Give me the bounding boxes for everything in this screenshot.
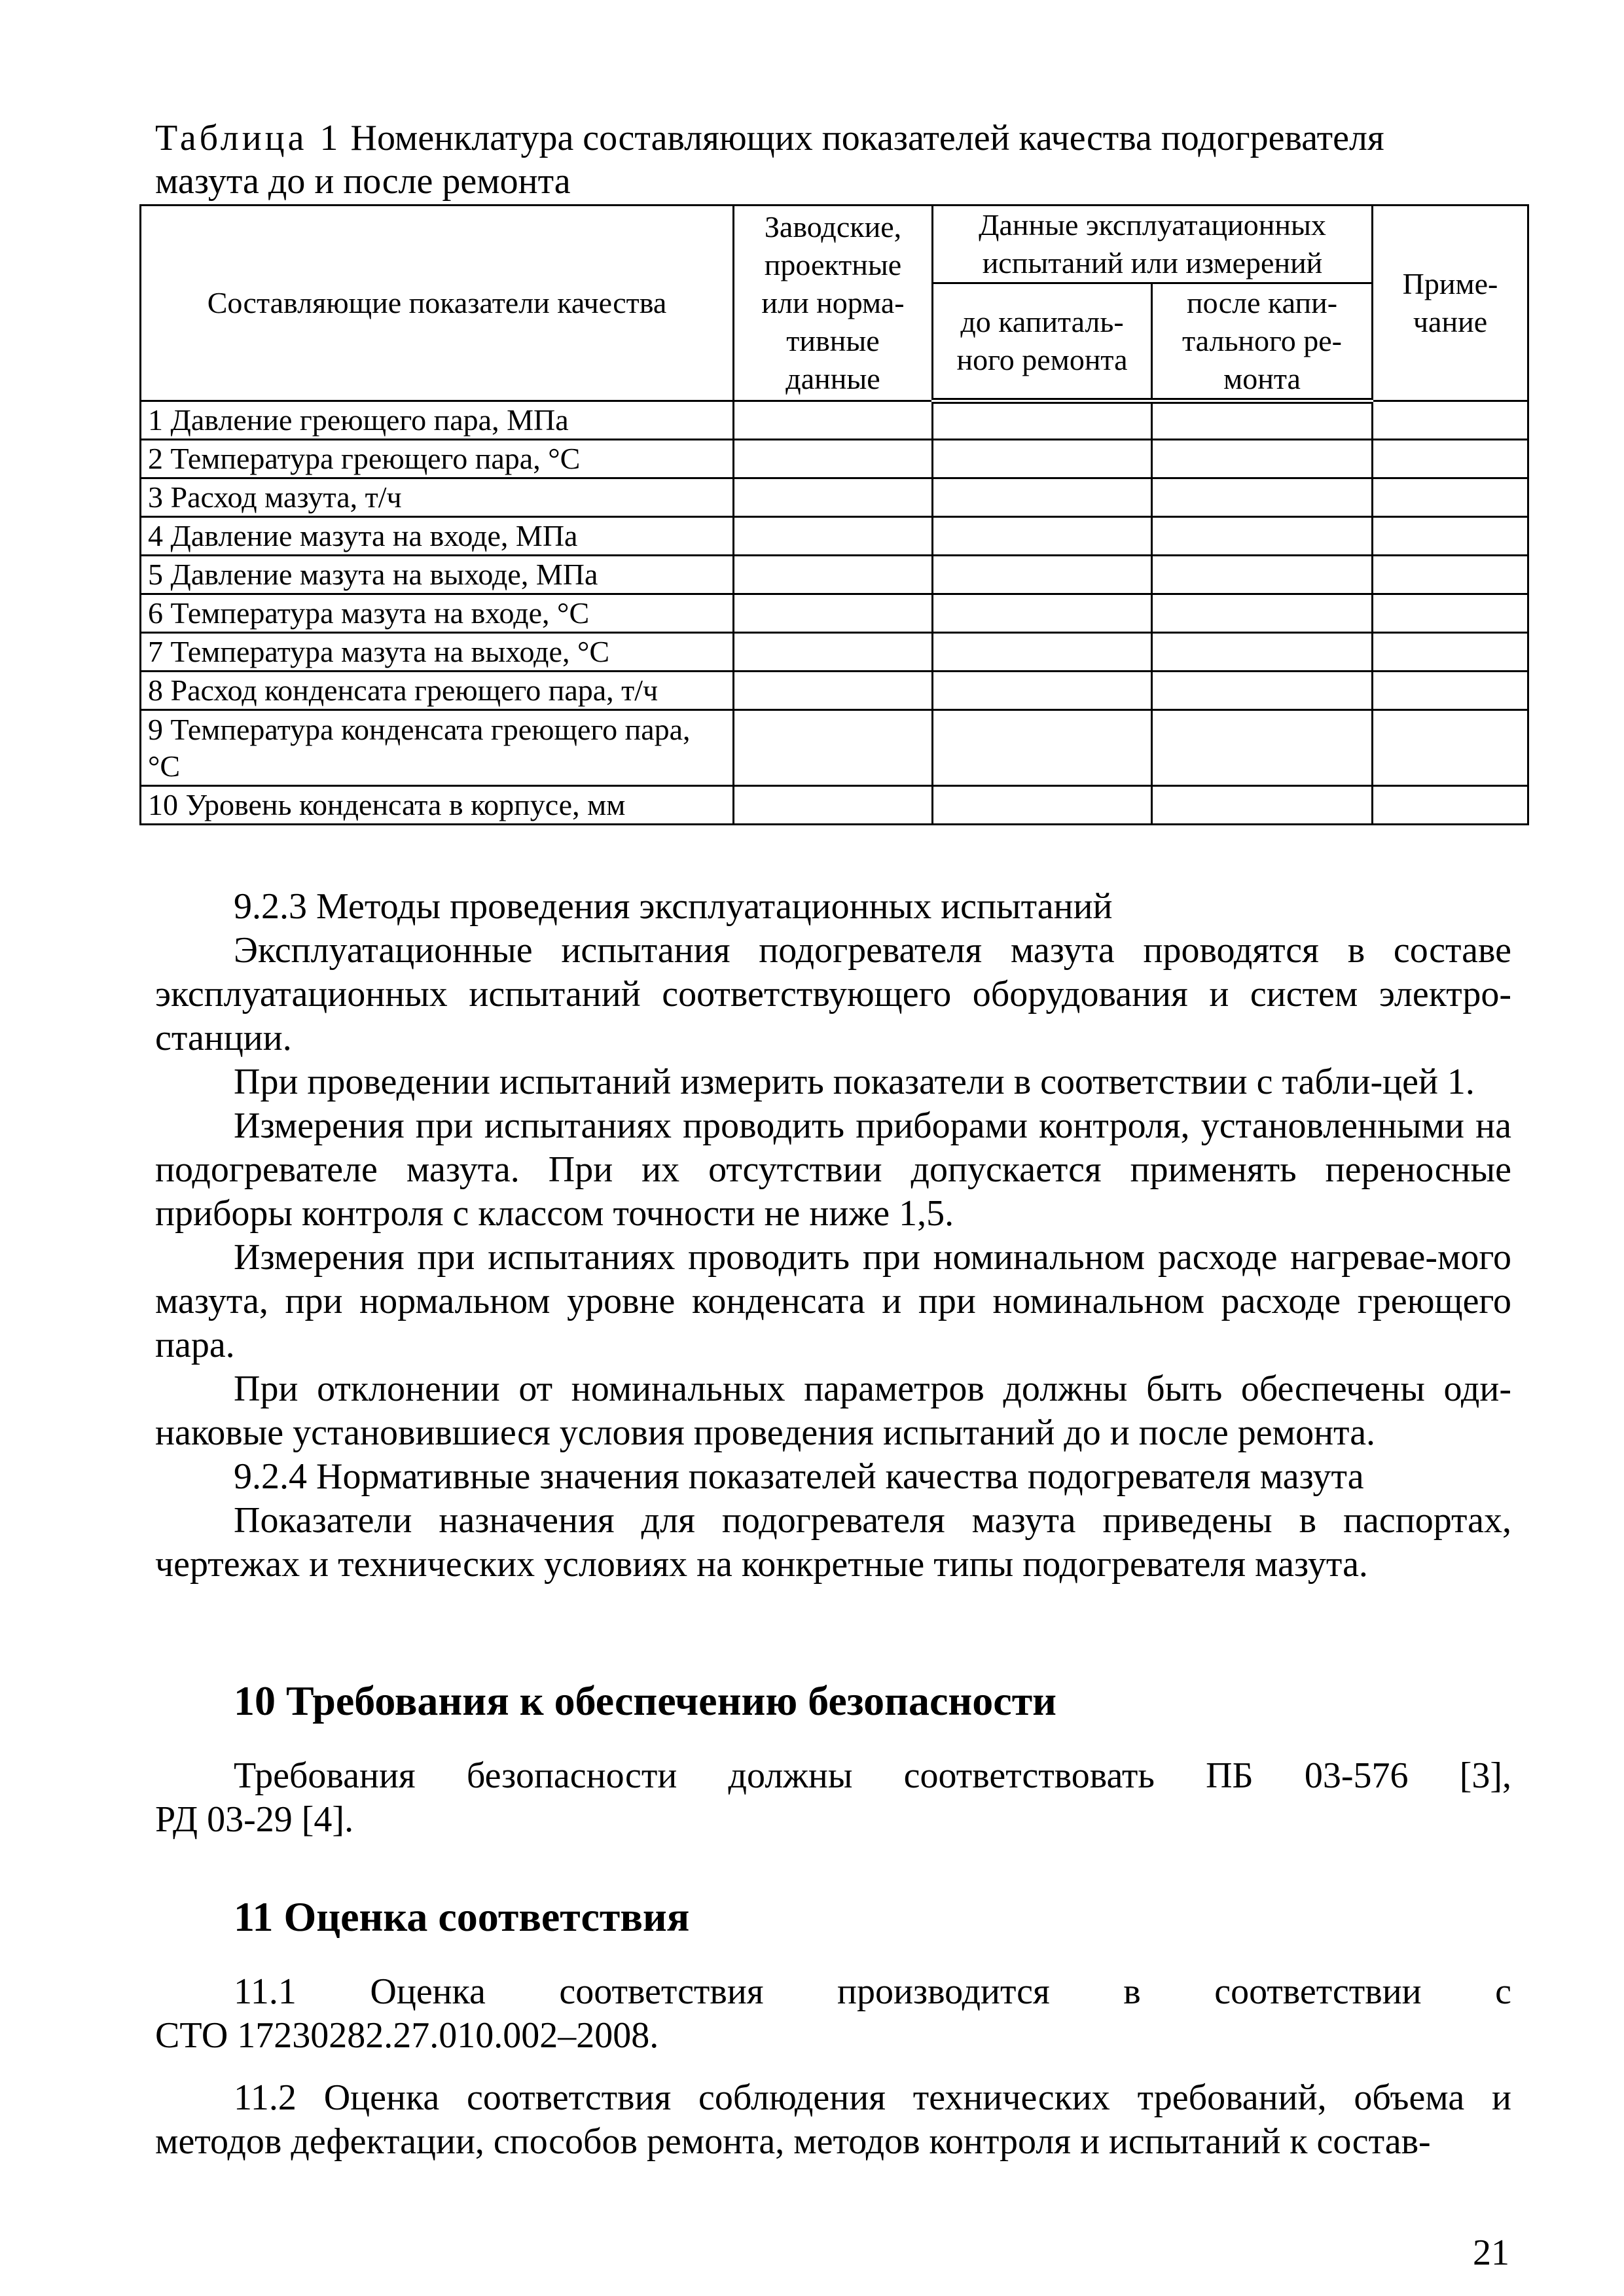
row-param: 5 Давление мазута на выходе, МПа bbox=[141, 556, 734, 594]
quality-table bbox=[139, 204, 1529, 825]
table-row bbox=[141, 440, 1528, 478]
section-heading: 9.2.3 Методы проведения эксплуатационных испытаний bbox=[234, 886, 1113, 927]
row-param: 2 Температура греющего пара, °С bbox=[141, 440, 734, 478]
paragraph: СТО 17230282.27.010.002–2008. bbox=[155, 2015, 659, 2056]
header-factory-data: Заводские, проектные или норма-тивные данные bbox=[734, 206, 933, 401]
table-row bbox=[141, 517, 1528, 556]
section-11-body bbox=[155, 1970, 1511, 2164]
section-9-2-3 bbox=[155, 885, 1511, 1587]
paragraph: 11.1 Оценка соответствия производится в соответствии с bbox=[234, 1971, 1511, 2012]
row-param: 1 Давление греющего пара, МПа bbox=[141, 401, 734, 440]
caption-text: Номенклатура составляющих показателей качества подогревателя bbox=[350, 118, 1384, 158]
table-caption bbox=[155, 117, 1530, 203]
table-row bbox=[141, 672, 1528, 710]
row-param: 10 Уровень конденсата в корпусе, мм bbox=[141, 786, 734, 825]
table-row bbox=[141, 478, 1528, 517]
row-param: 3 Расход мазута, т/ч bbox=[141, 478, 734, 517]
row-param: 6 Температура мазута на входе, °С bbox=[141, 594, 734, 633]
paragraph: При отклонении от номинальных параметров должны быть обеспечены оди-наковые установившиеся условия проведения испытаний до и после ремонта. bbox=[155, 1369, 1511, 1453]
header-note: Приме-чание bbox=[1373, 206, 1528, 401]
paragraph: 11.2 Оценка соответствия соблюдения технических требований, объема и методов дефектации, способов ремонта, методов контроля и испытаний к состав- bbox=[155, 2077, 1511, 2162]
paragraph: Требования безопасности должны соответствовать ПБ 03-576 [3], bbox=[234, 1755, 1511, 1796]
table-row bbox=[141, 556, 1528, 594]
header-before-repair: до капиталь-ного ремонта bbox=[933, 283, 1152, 401]
table-row bbox=[141, 594, 1528, 633]
section-heading: 9.2.4 Нормативные значения показателей качества подогревателя мазута bbox=[234, 1456, 1364, 1497]
section-10-body bbox=[155, 1754, 1511, 1842]
row-param: 4 Давление мазута на входе, МПа bbox=[141, 517, 734, 556]
page-number: 21 bbox=[1473, 2233, 1509, 2273]
paragraph: РД 03-29 [4]. bbox=[155, 1799, 354, 1840]
header-indicators: Составляющие показатели качества bbox=[141, 206, 734, 401]
paragraph: Показатели назначения для подогревателя мазута приведены в паспортах, чертежах и технических условиях на конкретные типы подогревателя мазута. bbox=[155, 1500, 1511, 1585]
table-row bbox=[141, 401, 1528, 440]
table-row bbox=[141, 710, 1528, 786]
section-11-heading: 11 Оценка соответствия bbox=[234, 1893, 690, 1940]
row-param: 8 Расход конденсата греющего пара, т/ч bbox=[141, 672, 734, 710]
caption-text-2: мазута до и после ремонта bbox=[155, 161, 571, 202]
paragraph: Измерения при испытаниях проводить приборами контроля, установленными на подогревателе мазута. При их отсутствии допускается применять переносные приборы контроля с классом точности не ниже 1,5. bbox=[155, 1105, 1511, 1234]
table-row bbox=[141, 633, 1528, 672]
header-after-repair: после капи-тального ре-монта bbox=[1152, 283, 1373, 401]
table-row bbox=[141, 786, 1528, 825]
paragraph: При проведении испытаний измерить показатели в соответствии с табли-цей 1. bbox=[234, 1062, 1475, 1102]
caption-label: Таблица 1 bbox=[155, 118, 342, 158]
row-param: 9 Температура конденсата греющего пара, °С bbox=[141, 710, 734, 786]
paragraph: Измерения при испытаниях проводить при номинальном расходе нагревае-мого мазута, при нормальном уровне конденсата и при номинальном расходе греющего пара. bbox=[155, 1237, 1511, 1365]
section-10-heading: 10 Требования к обеспечению безопасности bbox=[234, 1677, 1056, 1724]
paragraph: Эксплуатационные испытания подогревателя мазута проводятся в составе эксплуатационных испытаний соответствующего оборудования и систем электро-станции. bbox=[155, 930, 1511, 1058]
row-param: 7 Температура мазута на выходе, °С bbox=[141, 633, 734, 672]
header-test-data: Данные эксплуатационных испытаний или измерений bbox=[933, 206, 1373, 283]
